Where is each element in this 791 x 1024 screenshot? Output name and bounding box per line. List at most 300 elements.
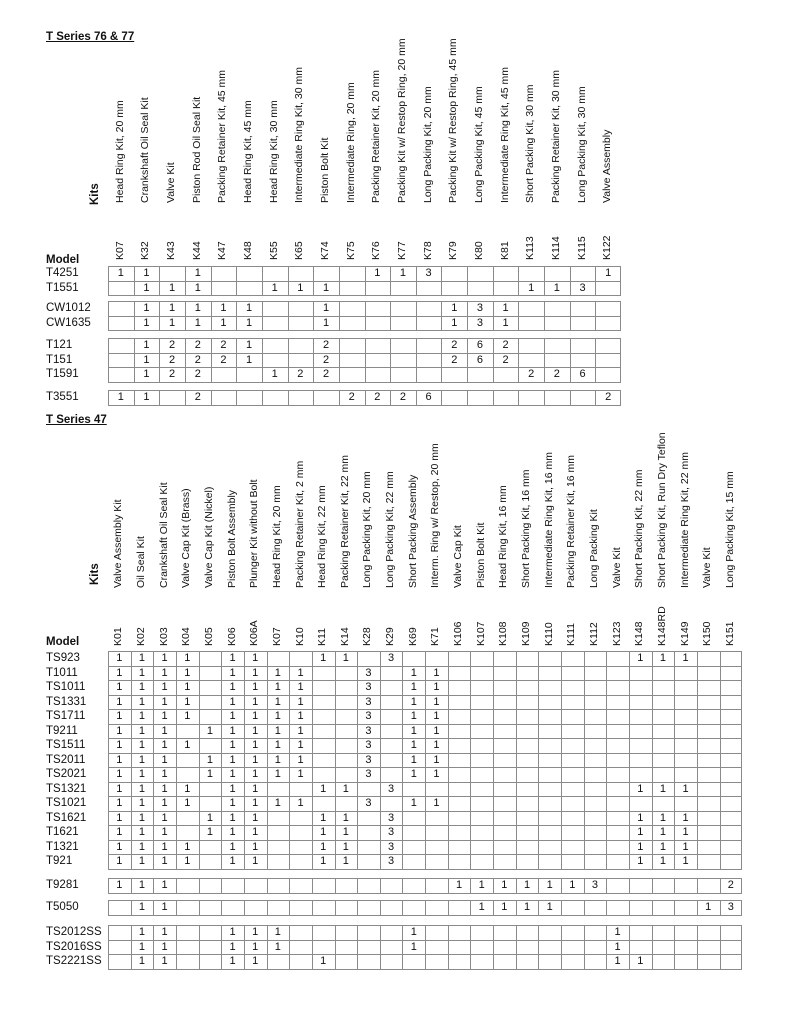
column-divider bbox=[262, 391, 263, 405]
kit-name-label: Valve Assembly Kit bbox=[112, 499, 125, 588]
table-cell: 1 bbox=[342, 855, 349, 867]
kit-code-label: K11 bbox=[316, 628, 329, 646]
kit-name-label: Intermediate Ring Kit, 45 mm bbox=[498, 67, 511, 203]
column-divider bbox=[584, 652, 585, 869]
column-divider bbox=[312, 879, 313, 893]
kit-code-label: K150 bbox=[701, 621, 714, 646]
kit-name-label: Valve Kit bbox=[165, 162, 178, 203]
table-cell: 1 bbox=[143, 339, 150, 351]
table-cell: 1 bbox=[501, 879, 508, 891]
column-divider bbox=[606, 879, 607, 893]
table-cell: 1 bbox=[138, 753, 146, 766]
table-cell: 1 bbox=[229, 797, 236, 809]
table-cell: 3 bbox=[388, 652, 395, 664]
model-name: TS2021 bbox=[46, 768, 87, 780]
column-divider bbox=[518, 391, 519, 405]
table-cell: 1 bbox=[229, 826, 236, 838]
table-cell: 1 bbox=[705, 901, 712, 913]
table-cell: 1 bbox=[451, 302, 458, 314]
column-divider bbox=[538, 926, 539, 969]
table-cell: 1 bbox=[229, 768, 236, 780]
column-divider bbox=[606, 652, 607, 869]
table-cell: 1 bbox=[322, 281, 330, 294]
column-divider bbox=[267, 879, 268, 893]
column-divider bbox=[561, 926, 562, 969]
table-cell: 1 bbox=[161, 855, 168, 867]
table-cell: 1 bbox=[569, 879, 576, 891]
column-divider bbox=[416, 339, 417, 382]
model-name: TS1711 bbox=[46, 710, 86, 722]
table-cell: 3 bbox=[476, 316, 483, 329]
kit-code-label: K111 bbox=[565, 623, 578, 646]
table-cell: 1 bbox=[410, 724, 417, 737]
table-cell: 1 bbox=[682, 826, 689, 838]
table-cell: 1 bbox=[252, 681, 259, 693]
column-divider bbox=[561, 652, 562, 869]
table-cell: 1 bbox=[169, 281, 176, 294]
column-divider bbox=[570, 391, 571, 405]
table-cell: 1 bbox=[246, 316, 253, 329]
kit-name-label: Crankshaft Oil Seal Kit bbox=[139, 97, 152, 203]
table-cell: 1 bbox=[116, 782, 123, 795]
model-name: T3551 bbox=[46, 391, 79, 403]
table-cell: 3 bbox=[388, 782, 395, 795]
table-cell: 6 bbox=[476, 339, 483, 351]
column-divider bbox=[221, 901, 222, 915]
table-cell: 1 bbox=[252, 652, 259, 664]
table-cell: 1 bbox=[478, 901, 485, 913]
table-cell: 1 bbox=[614, 926, 621, 938]
table-cell: 1 bbox=[320, 652, 327, 664]
table-cell: 3 bbox=[365, 666, 372, 679]
column-divider bbox=[516, 926, 517, 969]
table-cell: 1 bbox=[252, 840, 259, 853]
kit-code-label: K76 bbox=[370, 241, 383, 260]
table-cell: 1 bbox=[410, 681, 417, 693]
column-divider bbox=[176, 879, 177, 893]
kit-name-label: Piston Bolt Kit bbox=[474, 522, 487, 588]
table-cell: 1 bbox=[252, 940, 259, 953]
table-cell: 1 bbox=[252, 739, 259, 751]
table-cell: 1 bbox=[659, 782, 666, 795]
table-cell: 1 bbox=[297, 695, 304, 708]
kit-code-label: K01 bbox=[112, 627, 125, 646]
table-cell: 1 bbox=[410, 695, 417, 708]
table-cell: 1 bbox=[410, 797, 417, 809]
table-cell: 1 bbox=[161, 955, 168, 967]
table-cell: 1 bbox=[322, 316, 330, 329]
kit-name-label: Packing Retainer Kit, 22 mm bbox=[338, 454, 351, 588]
table-cell: 1 bbox=[320, 782, 327, 795]
table-cell: 1 bbox=[342, 652, 349, 664]
table-cell: 3 bbox=[476, 302, 483, 314]
table-cell: 1 bbox=[161, 901, 168, 913]
table-cell: 1 bbox=[274, 666, 281, 679]
table-cell: 3 bbox=[365, 724, 372, 737]
table-cell: 1 bbox=[322, 302, 330, 314]
kit-code-label: K04 bbox=[180, 627, 193, 646]
table-cell: 1 bbox=[138, 724, 146, 737]
table-cell: 1 bbox=[433, 739, 440, 751]
row-divider bbox=[109, 940, 741, 941]
kit-code-label: K69 bbox=[406, 627, 419, 646]
table-cell: 1 bbox=[320, 840, 327, 853]
table-cell: 1 bbox=[138, 855, 146, 867]
table-cell: 1 bbox=[117, 267, 124, 279]
table-cell: 1 bbox=[184, 739, 191, 751]
table-cell: 1 bbox=[274, 739, 281, 751]
model-name: T1621 bbox=[46, 826, 79, 838]
column-divider bbox=[470, 926, 471, 969]
section-title: T Series 76 & 77 bbox=[46, 31, 135, 43]
model-name: TS1321 bbox=[46, 782, 87, 795]
table-cell: 2 bbox=[528, 368, 535, 380]
table-cell: 1 bbox=[433, 768, 440, 780]
table-cell: 6 bbox=[476, 353, 483, 366]
column-divider bbox=[697, 879, 698, 893]
column-divider bbox=[199, 879, 200, 893]
kit-code-label: K32 bbox=[139, 241, 152, 260]
kit-code-label: K79 bbox=[447, 241, 460, 260]
table-cell: 1 bbox=[682, 811, 689, 824]
kit-name-label: Short Packing Kit, 30 mm bbox=[524, 84, 537, 203]
column-divider bbox=[267, 901, 268, 915]
table-cell: 1 bbox=[220, 316, 227, 329]
table-cell: 2 bbox=[502, 339, 509, 351]
table-cell: 6 bbox=[425, 391, 432, 403]
table-cell: 2 bbox=[169, 339, 176, 351]
table-cell: 1 bbox=[169, 316, 176, 329]
column-divider bbox=[425, 926, 426, 969]
kit-name-label: Head Ring Kit, 20 mm bbox=[113, 100, 126, 203]
table-cell: 1 bbox=[320, 826, 327, 838]
kit-name-label: Short Packing Kit, Run Dry Teflon bbox=[655, 432, 668, 588]
table-cell: 1 bbox=[274, 681, 281, 693]
kit-name-label: Interm. Ring w/ Restop, 20 mm bbox=[429, 443, 442, 588]
kit-name-label: Piston Rod Oil Seal Kit bbox=[190, 96, 203, 203]
table-cell: 3 bbox=[388, 811, 395, 824]
table-cell: 2 bbox=[169, 353, 176, 366]
table-cell: 1 bbox=[194, 316, 201, 329]
kit-name-label: Crankshaft Oil Seal Kit bbox=[157, 482, 170, 588]
table-cell: 1 bbox=[116, 710, 123, 722]
table-cell: 1 bbox=[161, 811, 168, 824]
table-cell: 1 bbox=[116, 666, 123, 679]
model-name: T5050 bbox=[46, 901, 79, 913]
table-cell: 1 bbox=[252, 797, 259, 809]
table-cell: 3 bbox=[365, 739, 372, 751]
table-cell: 1 bbox=[229, 695, 236, 708]
kit-name-label: Intermediate Ring Kit, 16 mm bbox=[542, 452, 555, 588]
table-cell: 1 bbox=[410, 926, 417, 938]
model-name: CW1635 bbox=[46, 316, 91, 329]
model-name: TS1621 bbox=[46, 811, 87, 824]
model-name: TS2012SS bbox=[46, 926, 102, 938]
column-divider bbox=[312, 901, 313, 915]
table-cell: 1 bbox=[116, 652, 123, 664]
table-cell: 1 bbox=[161, 739, 168, 751]
column-divider bbox=[288, 391, 289, 405]
kit-code-label: K02 bbox=[134, 627, 147, 646]
table-cell: 2 bbox=[502, 353, 509, 366]
kit-code-label: K80 bbox=[472, 241, 485, 260]
kit-code-label: K109 bbox=[520, 621, 533, 646]
column-divider bbox=[380, 901, 381, 915]
kits-label: Kits bbox=[89, 183, 101, 205]
table-cell: 3 bbox=[388, 826, 395, 838]
table-cell: 1 bbox=[161, 840, 168, 853]
table-cell: 1 bbox=[271, 281, 278, 294]
table-cell: 1 bbox=[161, 666, 168, 679]
column-divider bbox=[425, 879, 426, 893]
table-cell: 1 bbox=[297, 797, 304, 809]
table-cell: 2 bbox=[297, 368, 304, 380]
table-cell: 1 bbox=[274, 926, 281, 938]
model-name: TS923 bbox=[46, 652, 80, 664]
table-cell: 1 bbox=[659, 826, 666, 838]
kit-code-label: K07 bbox=[270, 627, 283, 646]
table-cell: 1 bbox=[161, 926, 168, 938]
table-cell: 1 bbox=[274, 753, 281, 766]
table-cell: 1 bbox=[523, 879, 531, 891]
table-cell: 1 bbox=[433, 695, 440, 708]
kit-code-label: K122 bbox=[601, 235, 614, 260]
model-name: T9211 bbox=[46, 724, 78, 737]
column-divider bbox=[544, 391, 545, 405]
table-cell: 1 bbox=[410, 739, 417, 751]
table-cell: 1 bbox=[297, 281, 304, 294]
table-cell: 1 bbox=[138, 826, 146, 838]
table-cell: 1 bbox=[659, 840, 666, 853]
table-cell: 1 bbox=[138, 652, 146, 664]
table-cell: 1 bbox=[138, 710, 146, 722]
column-divider bbox=[697, 652, 698, 869]
table-cell: 1 bbox=[138, 797, 146, 809]
table-cell: 1 bbox=[116, 879, 123, 891]
table-cell: 1 bbox=[252, 695, 259, 708]
kit-name-label: Head Ring Kit, 20 mm bbox=[270, 485, 283, 588]
table-cell: 1 bbox=[220, 302, 227, 314]
kit-code-label: K81 bbox=[498, 241, 511, 260]
table-cell: 1 bbox=[659, 652, 666, 664]
kit-name-label: Long Packing Kit, 20 mm bbox=[361, 471, 374, 588]
column-divider bbox=[313, 391, 314, 405]
table-cell: 2 bbox=[322, 353, 330, 366]
kit-name-label: Intermediate Ring Kit, 22 mm bbox=[678, 452, 691, 588]
column-divider bbox=[390, 339, 391, 382]
kit-code-label: K28 bbox=[361, 627, 374, 646]
kit-name-label: Valve Cap Kit bbox=[452, 525, 465, 588]
kit-name-label: Intermediate Ring Kit, 30 mm bbox=[293, 67, 306, 203]
table-cell: 1 bbox=[138, 811, 146, 824]
table-cell: 1 bbox=[433, 681, 440, 693]
table-cell: 1 bbox=[229, 955, 236, 967]
table-cell: 1 bbox=[229, 710, 236, 722]
column-divider bbox=[199, 901, 200, 915]
table-cell: 3 bbox=[365, 681, 372, 693]
table-cell: 1 bbox=[342, 826, 349, 838]
table-cell: 1 bbox=[184, 652, 191, 664]
table-cell: 1 bbox=[206, 724, 213, 737]
kit-code-label: K44 bbox=[190, 241, 203, 260]
column-divider bbox=[674, 879, 675, 893]
table-cell: 1 bbox=[252, 782, 259, 795]
table-cell: 1 bbox=[546, 901, 553, 913]
column-divider bbox=[448, 652, 449, 869]
kit-code-label: K148 bbox=[633, 621, 646, 646]
table-cell: 1 bbox=[229, 666, 236, 679]
kit-code-label: K47 bbox=[216, 241, 229, 260]
table-cell: 1 bbox=[229, 926, 236, 938]
kit-name-label: Valve Kit bbox=[701, 547, 714, 588]
table-cell: 2 bbox=[194, 339, 201, 351]
table-cell: 2 bbox=[322, 368, 330, 380]
kit-name-label: Valve Kit bbox=[610, 547, 623, 588]
model-name: T151 bbox=[46, 353, 73, 366]
column-divider bbox=[402, 879, 403, 893]
table-cell: 1 bbox=[637, 652, 644, 664]
column-divider bbox=[467, 391, 468, 405]
table-cell: 1 bbox=[410, 710, 417, 722]
table-cell: 1 bbox=[297, 739, 304, 751]
column-divider bbox=[448, 901, 449, 915]
table-cell: 1 bbox=[252, 811, 259, 824]
column-divider bbox=[289, 926, 290, 969]
table-cell: 1 bbox=[229, 724, 236, 737]
column-divider bbox=[244, 879, 245, 893]
column-divider bbox=[335, 926, 336, 969]
kit-code-label: K77 bbox=[395, 241, 408, 260]
column-divider bbox=[584, 926, 585, 969]
kit-code-label: K74 bbox=[319, 241, 332, 260]
table-cell: 1 bbox=[116, 768, 123, 780]
table-cell: 6 bbox=[579, 368, 586, 380]
table-cell: 1 bbox=[116, 724, 123, 737]
kit-name-label: Valve Cap Kit (Brass) bbox=[180, 488, 193, 588]
column-divider bbox=[652, 901, 653, 915]
table-cell: 1 bbox=[229, 681, 236, 693]
kit-code-label: K112 bbox=[587, 622, 600, 646]
kit-code-label: K65 bbox=[293, 241, 306, 260]
table-cell: 1 bbox=[252, 753, 259, 766]
table-cell: 2 bbox=[322, 339, 330, 351]
table-cell: 1 bbox=[297, 753, 304, 766]
column-divider bbox=[289, 901, 290, 915]
table-cell: 1 bbox=[116, 695, 123, 708]
table-cell: 3 bbox=[579, 281, 586, 294]
table-cell: 1 bbox=[399, 267, 407, 279]
kit-name-label: Short Packing Kit, 22 mm bbox=[633, 469, 646, 588]
kit-code-label: K10 bbox=[293, 627, 306, 646]
model-name: TS2016SS bbox=[46, 940, 102, 953]
kit-name-label: Short Packing Assembly bbox=[406, 474, 419, 588]
table-cell: 1 bbox=[138, 901, 146, 913]
model-name: T4251 bbox=[46, 267, 79, 279]
table-cell: 1 bbox=[252, 926, 259, 938]
table-cell: 1 bbox=[161, 826, 168, 838]
table-cell: 1 bbox=[161, 879, 168, 891]
table-cell: 1 bbox=[274, 797, 281, 809]
table-cell: 2 bbox=[194, 353, 201, 366]
table-cell: 1 bbox=[637, 782, 644, 795]
model-name: TS1331 bbox=[46, 695, 87, 708]
model-name: TS1511 bbox=[46, 739, 86, 751]
table-cell: 1 bbox=[161, 681, 168, 693]
table-cell: 1 bbox=[229, 739, 236, 751]
kit-name-label: Intermediate Ring, 20 mm bbox=[344, 82, 357, 203]
table-cell: 1 bbox=[161, 652, 168, 664]
table-cell: 1 bbox=[433, 710, 440, 722]
table-cell: 1 bbox=[246, 353, 253, 366]
model-name: T1591 bbox=[46, 368, 79, 380]
table-cell: 1 bbox=[229, 940, 236, 953]
table-cell: 1 bbox=[320, 811, 327, 824]
kit-name-label: Packing Kit w/ Restop Ring, 20 mm bbox=[395, 38, 408, 203]
table-cell: 1 bbox=[614, 955, 621, 967]
table-cell: 1 bbox=[433, 666, 440, 679]
table-cell: 1 bbox=[374, 267, 381, 279]
table-group bbox=[108, 900, 742, 916]
kit-code-label: K05 bbox=[202, 627, 215, 646]
table-cell: 1 bbox=[184, 782, 191, 795]
column-divider bbox=[697, 926, 698, 969]
kit-code-label: K123 bbox=[610, 621, 623, 646]
table-cell: 1 bbox=[659, 811, 666, 824]
column-divider bbox=[159, 391, 160, 405]
table-cell: 1 bbox=[138, 666, 146, 679]
table-cell: 1 bbox=[502, 302, 509, 314]
column-divider bbox=[538, 652, 539, 869]
column-divider bbox=[584, 901, 585, 915]
table-cell: 1 bbox=[116, 753, 123, 766]
table-cell: 1 bbox=[206, 826, 213, 838]
table-cell: 1 bbox=[143, 302, 150, 314]
column-divider bbox=[516, 652, 517, 869]
column-divider bbox=[176, 901, 177, 915]
column-divider bbox=[289, 879, 290, 893]
kit-name-label: Short Packing Kit, 16 mm bbox=[520, 469, 533, 588]
table-cell: 1 bbox=[297, 681, 304, 693]
table-cell: 2 bbox=[220, 353, 227, 366]
table-cell: 3 bbox=[365, 768, 372, 780]
table-cell: 2 bbox=[399, 391, 407, 403]
table-cell: 1 bbox=[229, 782, 236, 795]
table-cell: 1 bbox=[116, 826, 123, 838]
kit-name-label: Head Ring Kit, 16 mm bbox=[497, 485, 510, 588]
table-cell: 1 bbox=[342, 811, 349, 824]
column-divider bbox=[720, 926, 721, 969]
column-divider bbox=[674, 901, 675, 915]
kit-name-label: Long Packing Kit, 22 mm bbox=[384, 471, 397, 588]
table-cell: 1 bbox=[161, 695, 168, 708]
table-cell: 1 bbox=[161, 710, 168, 722]
table-cell: 1 bbox=[138, 739, 146, 751]
table-cell: 1 bbox=[614, 940, 621, 953]
kit-name-label: Packing Retainer Kit, 16 mm bbox=[565, 454, 578, 588]
table-cell: 1 bbox=[271, 368, 278, 380]
kit-code-label: K151 bbox=[723, 621, 736, 646]
table-cell: 1 bbox=[274, 710, 281, 722]
table-cell: 1 bbox=[252, 666, 259, 679]
table-cell: 3 bbox=[388, 840, 395, 853]
kit-name-label: Plunger Kit without Bolt bbox=[248, 479, 261, 588]
table-cell: 1 bbox=[637, 840, 644, 853]
table-cell: 1 bbox=[161, 782, 168, 795]
kit-code-label: K14 bbox=[338, 627, 351, 646]
table-cell: 1 bbox=[320, 855, 327, 867]
table-cell: 1 bbox=[143, 316, 150, 329]
table-cell: 1 bbox=[138, 940, 146, 953]
